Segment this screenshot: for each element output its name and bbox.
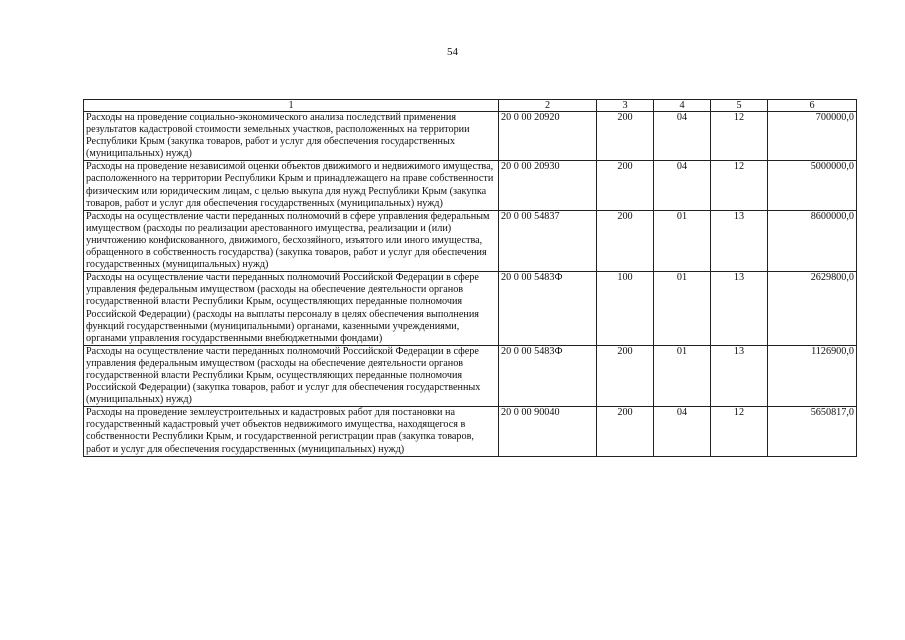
row-budget-code: 20 0 00 20920: [499, 112, 597, 161]
column-header-3: 3: [597, 100, 654, 112]
row-description: Расходы на осуществление части переданных полномочий в сфере управления федеральным имуществом (расходы по реализации арестованного имущества, реализации и (или) уничтожению конфискованного, движимого, бесхозяйного, изъятого или иного имущества, обращенного в собственность государства) (закупка товаров, работ и услуг для обеспечения государственных (муниципальных) нужд): [84, 210, 499, 271]
row-budget-code: 20 0 00 5483Ф: [499, 272, 597, 346]
row-subsection: 13: [711, 345, 768, 406]
table-row: [84, 210, 857, 271]
row-subsection: 12: [711, 161, 768, 210]
row-subsection: 12: [711, 407, 768, 456]
row-amount: 5000000,0: [768, 161, 857, 210]
table-row: [84, 112, 857, 161]
table-row: [84, 272, 857, 346]
row-budget-code: 20 0 00 54837: [499, 210, 597, 271]
row-description: Расходы на проведение землеустроительных и кадастровых работ для постановки на государственный кадастровый учет объектов недвижимого имущества, находящегося в собственности Республики Крым, и государственной регистрации прав (закупка товаров, работ и услуг для обеспечения государственных (муниципальных) нужд): [84, 407, 499, 456]
row-section: 04: [654, 407, 711, 456]
table-row: [84, 407, 857, 456]
table-row: [84, 161, 857, 210]
row-amount: 2629800,0: [768, 272, 857, 346]
row-section: 01: [654, 272, 711, 346]
column-header-2: 2: [499, 100, 597, 112]
page-number: 54: [447, 46, 458, 58]
row-amount: 5650817,0: [768, 407, 857, 456]
column-header-4: 4: [654, 100, 711, 112]
row-budget-code: 20 0 00 5483Ф: [499, 345, 597, 406]
row-section: 04: [654, 161, 711, 210]
budget-table: [83, 99, 857, 457]
row-expense-type: 200: [597, 161, 654, 210]
row-description: Расходы на осуществление части переданных полномочий Российской Федерации в сфере управления федеральным имуществом (расходы на обеспечение деятельности органов государственной власти Республики Крым, осуществляющих переданные полномочия Российской Федерации) (закупка товаров, работ и услуг для обеспечения государственных (муниципальных) нужд): [84, 345, 499, 406]
row-amount: 1126900,0: [768, 345, 857, 406]
row-budget-code: 20 0 00 20930: [499, 161, 597, 210]
row-section: 01: [654, 345, 711, 406]
table-row: [84, 345, 857, 406]
column-header-5: 5: [711, 100, 768, 112]
row-subsection: 13: [711, 272, 768, 346]
row-subsection: 12: [711, 112, 768, 161]
row-description: Расходы на проведение независимой оценки объектов движимого и недвижимого имущества, расположенного на территории Республики Крым и принадлежащего на праве собственности физическим или юридическим лицам, с целью выкупа для нужд Республики Крым (закупка товаров, работ и услуг для обеспечения государственных (муниципальных) нужд): [84, 161, 499, 210]
table-header-row: [84, 100, 857, 112]
row-expense-type: 200: [597, 112, 654, 161]
row-amount: 8600000,0: [768, 210, 857, 271]
row-description: Расходы на осуществление части переданных полномочий Российской Федерации в сфере управления федеральным имуществом (расходы на обеспечение деятельности органов государственной власти Республики Крым, осуществляющих переданные полномочия Российской Федерации) (расходы на выплаты персоналу в целях обеспечения выполнения функций государственными (муниципальными) органами, казенными учреждениями, органами управления государственными внебюджетными фондами): [84, 272, 499, 346]
row-expense-type: 100: [597, 272, 654, 346]
row-section: 04: [654, 112, 711, 161]
column-header-6: 6: [768, 100, 857, 112]
row-amount: 700000,0: [768, 112, 857, 161]
column-header-1: 1: [84, 100, 499, 112]
row-section: 01: [654, 210, 711, 271]
row-budget-code: 20 0 00 90040: [499, 407, 597, 456]
row-description: Расходы на проведение социально-экономического анализа последствий применения результатов кадастровой стоимости земельных участков, расположенных на территории Республики Крым (закупка товаров, работ и услуг для обеспечения государственных (муниципальных) нужд): [84, 112, 499, 161]
row-subsection: 13: [711, 210, 768, 271]
row-expense-type: 200: [597, 210, 654, 271]
row-expense-type: 200: [597, 345, 654, 406]
row-expense-type: 200: [597, 407, 654, 456]
